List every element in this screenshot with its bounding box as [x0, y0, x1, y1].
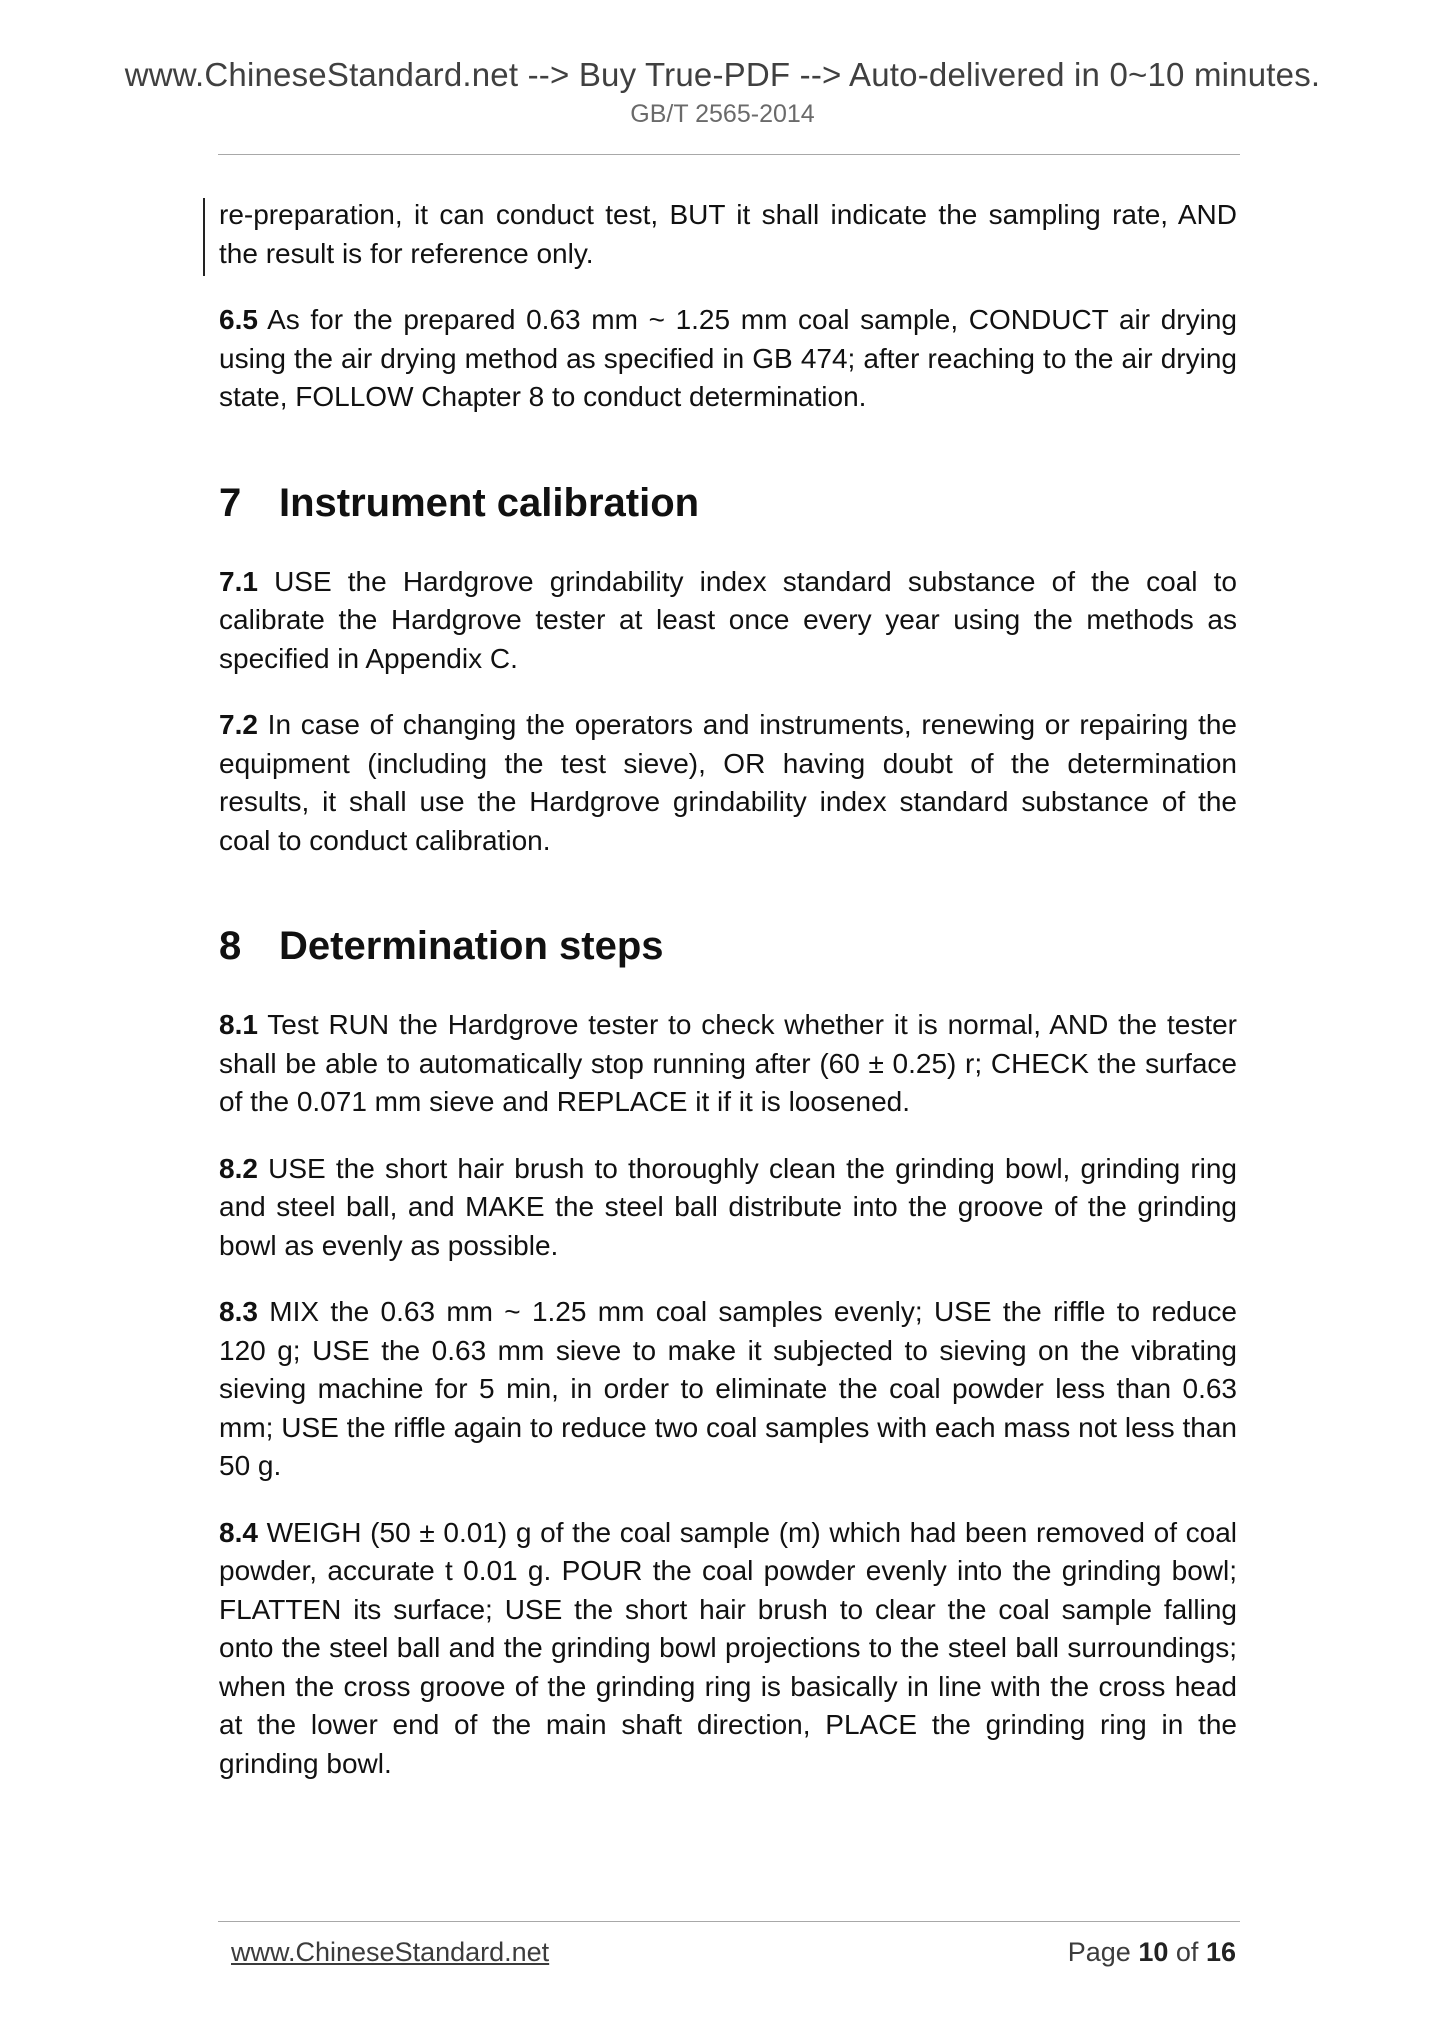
- clause-7-2: [219, 706, 1237, 860]
- page-header: [0, 56, 1445, 129]
- clause-7-1: [219, 563, 1237, 679]
- current-page-number: 10: [1138, 1937, 1169, 1967]
- page-of-label: of: [1175, 1937, 1199, 1967]
- header-standard-number: GB/T 2565-2014: [630, 100, 815, 128]
- clause-8-4: [219, 1514, 1237, 1784]
- clause-text: USE the short hair brush to thoroughly clean the grinding bowl, grinding ring and steel ball, and MAKE the steel ball distribute into the groove of the grinding bowl as evenly as possible.: [219, 1152, 1238, 1261]
- clause-6-5: [219, 301, 1237, 417]
- header-divider: [218, 154, 1240, 155]
- header-banner: www.ChineseStandard.net --> Buy True-PDF --> Auto-delivered in 0~10 minutes.: [124, 56, 1321, 93]
- section-number: 7: [219, 480, 242, 525]
- intro-text: re-preparation, it can conduct test, BUT it shall indicate the sampling rate, AND the result is for reference only.: [219, 199, 1237, 269]
- revision-bar: [203, 198, 205, 276]
- clause-number: 7.2: [219, 709, 258, 740]
- section-title: Determination steps: [279, 924, 664, 968]
- clause-text: As for the prepared 0.63 mm ~ 1.25 mm coal sample, CONDUCT air drying using the air drying method as specified in GB 474; after reaching to the air drying state, FOLLOW Chapter 8 to conduct determination.: [219, 304, 1237, 412]
- document-body: [219, 196, 1237, 1811]
- clause-number: 8.1: [219, 1009, 258, 1040]
- clause-8-3: [219, 1293, 1237, 1486]
- clause-number: 8.4: [219, 1516, 258, 1548]
- clause-text: WEIGH (50 ± 0.01) g of the coal sample (m) which had been removed of coal powder, accurate t 0.01 g. POUR the coal powder evenly into the grinding bowl; FLATTEN its surface; USE the short hair brush to clear the coal sample falling onto the steel ball and the grinding bowl projections to the steel ball surroundings; when the cross groove of the grinding ring is basically in line with the cross head at the lower end of the main shaft direction, PLACE the grinding ring in the grinding bowl.: [219, 1516, 1238, 1779]
- section-7-heading: [219, 479, 1237, 527]
- clause-number: 7.1: [219, 565, 258, 597]
- section-title: Instrument calibration: [279, 480, 700, 525]
- intro-paragraph: [219, 196, 1237, 273]
- clause-number: 6.5: [219, 304, 258, 335]
- footer-website-link[interactable]: www.ChineseStandard.net: [231, 1937, 550, 1967]
- section-8-heading: [219, 922, 1237, 970]
- section-number: 8: [219, 924, 242, 968]
- clause-text: MIX the 0.63 mm ~ 1.25 mm coal samples evenly; USE the riffle to reduce 120 g; USE the 0.63 mm sieve to make it subjected to sieving on the vibrating sieving machine for 5 min, in order to eliminate the coal powder less than 0.63 mm; USE the riffle again to reduce two coal samples with each mass not less than 50 g.: [219, 1296, 1238, 1481]
- page-indicator: [1068, 1937, 1236, 1968]
- total-pages-number: 16: [1205, 1937, 1236, 1967]
- footer-divider: [218, 1921, 1240, 1922]
- page-prefix: Page: [1067, 1937, 1131, 1967]
- clause-text: USE the Hardgrove grindability index standard substance of the coal to calibrate the Hardgrove tester at least once every year using the methods as specified in Appendix C.: [219, 565, 1238, 674]
- clause-number: 8.3: [219, 1296, 258, 1327]
- page-footer: [231, 1937, 1236, 1968]
- clause-8-2: [219, 1150, 1237, 1266]
- clause-8-1: [219, 1006, 1237, 1122]
- clause-text: Test RUN the Hardgrove tester to check whether it is normal, AND the tester shall be able to automatically stop running after (60 ± 0.25) r; CHECK the surface of the 0.071 mm sieve and REPLACE it if it is loosened.: [219, 1009, 1237, 1117]
- clause-text: In case of changing the operators and instruments, renewing or repairing the equipment (including the test sieve), OR having doubt of the determination results, it shall use the Hardgrove grindability index standard substance of the coal to conduct calibration.: [219, 709, 1237, 856]
- clause-number: 8.2: [219, 1152, 258, 1184]
